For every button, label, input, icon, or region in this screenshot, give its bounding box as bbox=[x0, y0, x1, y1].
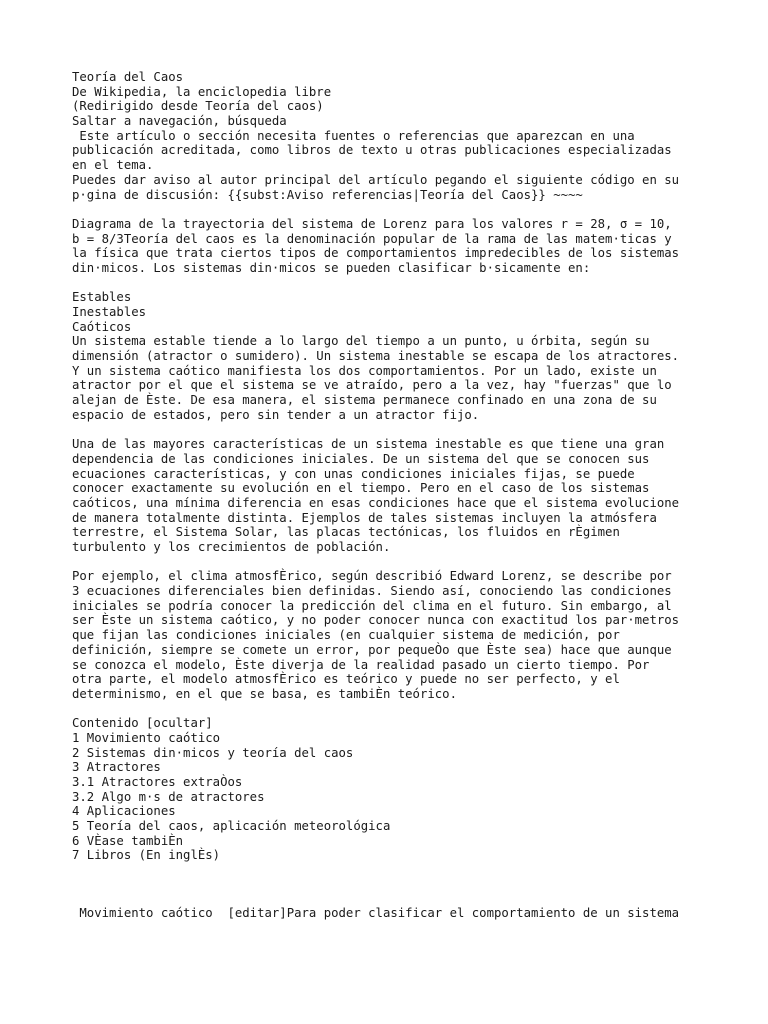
intro-line: din·micos. Los sistemas din·micos se pueden clasificar b·sicamente en: bbox=[72, 260, 591, 275]
class-item: Caóticos bbox=[72, 319, 132, 334]
toc-item[interactable]: 6 VÈase tambiÈn bbox=[72, 833, 184, 848]
paragraph-line: determinismo, en el que se basa, es tambiÈn teórico. bbox=[72, 686, 457, 701]
paragraph-line: turbulento y los crecimientos de población. bbox=[72, 540, 391, 554]
skip-navigation-line: Saltar a navegación, búsqueda bbox=[72, 114, 287, 129]
class-item: Estables bbox=[72, 290, 132, 305]
document-body bbox=[72, 70, 762, 863]
paragraph-line: definición, siempre se comete un error, por pequeÒo que Èste sea) hace que aunque bbox=[72, 642, 672, 657]
paragraph-line: Un sistema estable tiende a lo largo del tiempo a un punto, u órbita, según su bbox=[72, 334, 650, 349]
redirect-line: (Redirigido desde Teoría del caos) bbox=[72, 99, 324, 114]
toc-item[interactable]: 2 Sistemas din·micos y teoría del caos bbox=[72, 745, 354, 760]
paragraph-line: Una de las mayores características de un sistema inestable es que tiene una gran bbox=[72, 437, 665, 452]
spacer bbox=[72, 702, 762, 717]
paragraph-line: caóticos, una mínima diferencia en esas condiciones hace que el sistema evolucione bbox=[72, 495, 680, 510]
paragraph-line: ecuaciones características, y con unas condiciones iniciales fijas, se puede bbox=[72, 466, 635, 481]
page-title: Teoría del Caos bbox=[72, 70, 184, 84]
paragraph-line: que fijan las condiciones iniciales (en cualquier sistema de medición, por bbox=[72, 628, 620, 643]
toc-item[interactable]: 7 Libros (En inglÈs) bbox=[72, 848, 221, 863]
toc-heading[interactable]: Contenido [ocultar] bbox=[72, 716, 213, 731]
intro-line: la física que trata ciertos tipos de comportamientos impredecibles de los sistemas bbox=[72, 246, 680, 261]
toc-item[interactable]: 4 Aplicaciones bbox=[72, 804, 176, 819]
intro-line: b = 8/3Teoría del caos es la denominación popular de la rama de las matem·ticas y bbox=[72, 231, 672, 246]
paragraph-line: conocer exactamente su evolución en el tiempo. Pero en el caso de los sistemas bbox=[72, 481, 650, 496]
paragraph-line: ser Èste un sistema caótico, y no poder conocer nunca con exactitud los par·metros bbox=[72, 613, 680, 628]
paragraph-line: otra parte, el modelo atmosfÈrico es teórico y puede no ser perfecto, y el bbox=[72, 672, 620, 687]
spacer bbox=[72, 202, 762, 217]
section-heading-line: Movimiento caótico [editar]Para poder clasificar el comportamiento de un sistema bbox=[72, 906, 680, 920]
paragraph-line: dimensión (atractor o sumidero). Un sistema inestable se escapa de los atractores. bbox=[72, 349, 680, 364]
paragraph-line: terrestre, el Sistema Solar, las placas tectónicas, los fluidos en rÈgimen bbox=[72, 525, 620, 540]
toc-item[interactable]: 5 Teoría del caos, aplicación meteorológica bbox=[72, 819, 391, 834]
notice-line: Este artículo o sección necesita fuentes o referencias que aparezcan en una bbox=[72, 128, 635, 143]
paragraph-line: se conozca el modelo, Èste diverja de la realidad pasado un cierto tiempo. Por bbox=[72, 657, 650, 672]
toc-item[interactable]: 3 Atractores bbox=[72, 760, 161, 775]
paragraph-line: espacio de estados, pero sin tender a un atractor fijo. bbox=[72, 407, 480, 422]
notice-line: publicación acreditada, como libros de texto u otras publicaciones especializadas bbox=[72, 143, 672, 158]
toc-item[interactable]: 3.2 Algo m·s de atractores bbox=[72, 789, 265, 804]
paragraph-line: 3 ecuaciones diferenciales bien definidas. Siendo así, conociendo las condiciones bbox=[72, 584, 672, 599]
toc-item[interactable]: 1 Movimiento caótico bbox=[72, 730, 221, 745]
paragraph-line: atractor por el que el sistema se ve atraído, pero a la vez, hay "fuerzas" que lo bbox=[72, 378, 672, 393]
paragraph-line: de manera totalmente distinta. Ejemplos de tales sistemas incluyen la atmósfera bbox=[72, 510, 657, 525]
paragraph-line: Por ejemplo, el clima atmosfÈrico, según describió Edward Lorenz, se describe por bbox=[72, 569, 672, 584]
paragraph-line: Y un sistema caótico manifiesta los dos comportamientos. Por un lado, existe un bbox=[72, 363, 657, 378]
spacer bbox=[72, 276, 762, 291]
spacer bbox=[72, 555, 762, 570]
class-item: Inestables bbox=[72, 305, 147, 319]
notice-line: en el tema. bbox=[72, 158, 154, 173]
notice-line: p·gina de discusión: {{subst:Aviso referencias|Teoría del Caos}} ~~~~ bbox=[72, 187, 583, 202]
spacer bbox=[72, 423, 762, 438]
paragraph-line: alejan de Èste. De esa manera, el sistema permanece confinado en una zona de su bbox=[72, 393, 657, 408]
toc-item[interactable]: 3.1 Atractores extraÒos bbox=[72, 775, 243, 789]
paragraph-line: dependencia de las condiciones iniciales. De un sistema del que se conocen sus bbox=[72, 451, 650, 466]
source-line: De Wikipedia, la enciclopedia libre bbox=[72, 84, 332, 99]
notice-line: Puedes dar aviso al autor principal del artículo pegando el siguiente código en su bbox=[72, 172, 680, 187]
paragraph-line: iniciales se podría conocer la predicción del clima en el futuro. Sin embargo, al bbox=[72, 598, 672, 613]
intro-line: Diagrama de la trayectoria del sistema de Lorenz para los valores r = 28, σ = 10, bbox=[72, 216, 672, 231]
